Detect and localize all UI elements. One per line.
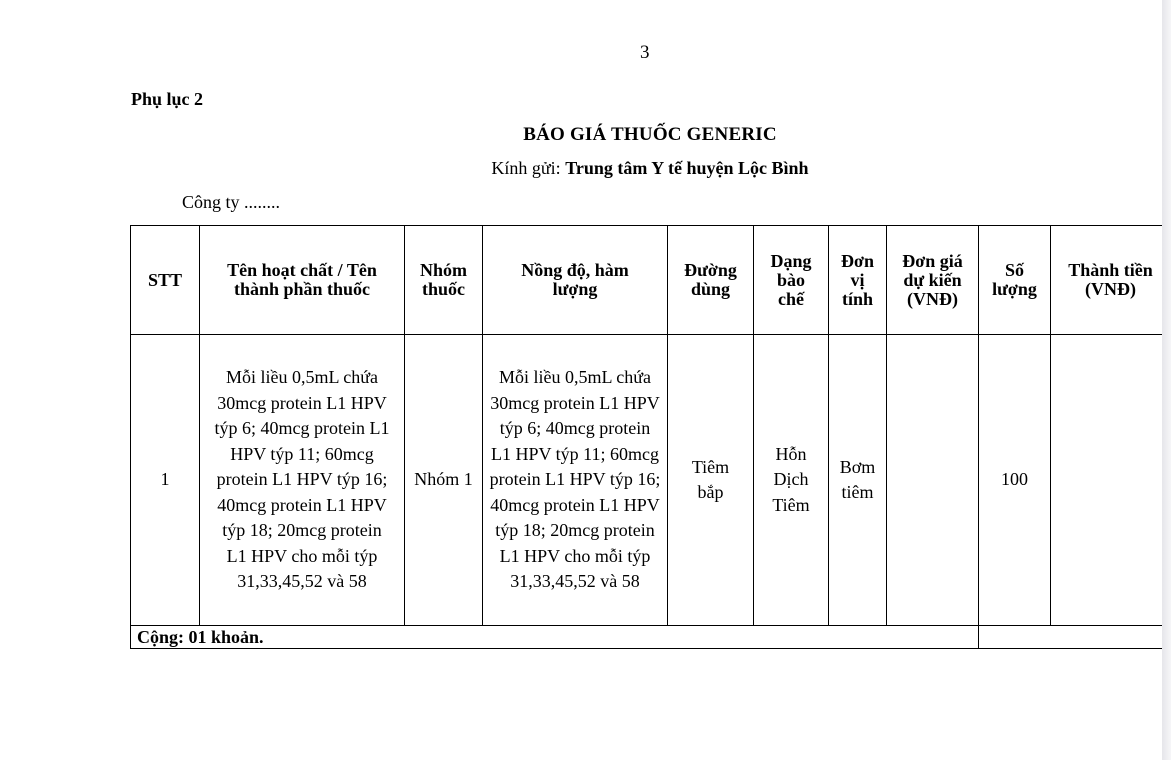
cell-unit-price xyxy=(887,335,979,626)
company-line: Công ty ........ xyxy=(182,192,281,212)
cell-active-ingredient xyxy=(200,335,405,626)
header-total xyxy=(1051,226,1171,335)
cell-dosage-form xyxy=(754,335,829,626)
cell-stt: 1 xyxy=(131,335,200,626)
header-quantity-text: Số lượng xyxy=(992,260,1037,299)
header-quantity xyxy=(979,226,1051,335)
header-unit-price xyxy=(887,226,979,335)
header-active-ingredient-text: Tên hoạt chất / Tên thành phần thuốc xyxy=(227,260,377,299)
cell-group xyxy=(405,335,483,626)
header-route xyxy=(668,226,754,335)
recipient-line xyxy=(0,158,1171,179)
page-edge-shadow xyxy=(1162,0,1171,760)
table-row xyxy=(131,335,1171,626)
header-active-ingredient xyxy=(200,226,405,335)
header-route-text: Đường dùng xyxy=(684,260,737,299)
recipient-prefix: Kính gửi: xyxy=(491,158,566,178)
cell-route-text: Tiêm bắp xyxy=(691,456,730,502)
cell-unit-text: Bơm tiêm xyxy=(839,456,876,502)
appendix-label: Phụ lục 2 xyxy=(131,89,204,109)
cell-dosage-form-text: Hỗn Dịch Tiêm xyxy=(772,443,810,515)
total-value-cell xyxy=(979,626,1171,649)
document-title: BÁO GIÁ THUỐC GENERIC xyxy=(523,124,777,145)
header-concentration xyxy=(483,226,668,335)
price-quote-table xyxy=(130,225,1171,649)
cell-quantity: 100 xyxy=(979,335,1051,626)
header-unit xyxy=(829,226,887,335)
cell-route xyxy=(668,335,754,626)
page-number: 3 xyxy=(640,42,650,63)
cell-active-ingredient-text: Mỗi liều 0,5mL chứa 30mcg protein L1 HPV týp 6; 40mcg protein L1 HPV týp 11; 60mcg protein L1 HPV týp 16; 40mcg protein L1 HPV týp 18; 20mcg protein L1 HPV cho mỗi týp 31,33,45,52 và 58 xyxy=(214,367,390,592)
header-total-text: Thành tiền (VNĐ) xyxy=(1068,260,1153,299)
header-unit-price-text: Đơn giá dự kiến (VNĐ) xyxy=(902,250,963,309)
cell-unit xyxy=(829,335,887,626)
header-stt: STT xyxy=(131,226,200,335)
header-dosage-form-text: Dạng bào chế xyxy=(770,250,812,309)
header-dosage-form xyxy=(754,226,829,335)
table-total-row xyxy=(131,626,1171,649)
total-label: Cộng: 01 khoản. xyxy=(131,626,979,649)
cell-group-text: Nhóm 1 xyxy=(414,469,473,490)
header-group xyxy=(405,226,483,335)
cell-concentration-text: Mỗi liều 0,5mL chứa 30mcg protein L1 HPV týp 6; 40mcg protein L1 HPV týp 11; 60mcg protein L1 HPV týp 16; 40mcg protein L1 HPV týp 18; 20mcg protein L1 HPV cho mỗi týp 31,33,45,52 và 58 xyxy=(489,367,661,592)
cell-total xyxy=(1051,335,1171,626)
table-header-row xyxy=(131,226,1171,335)
header-concentration-text: Nồng độ, hàm lượng xyxy=(521,260,629,299)
cell-concentration xyxy=(483,335,668,626)
header-unit-text: Đơn vị tính xyxy=(841,250,874,309)
recipient-name: Trung tâm Y tế huyện Lộc Bình xyxy=(565,158,809,178)
header-group-text: Nhóm thuốc xyxy=(419,260,467,299)
